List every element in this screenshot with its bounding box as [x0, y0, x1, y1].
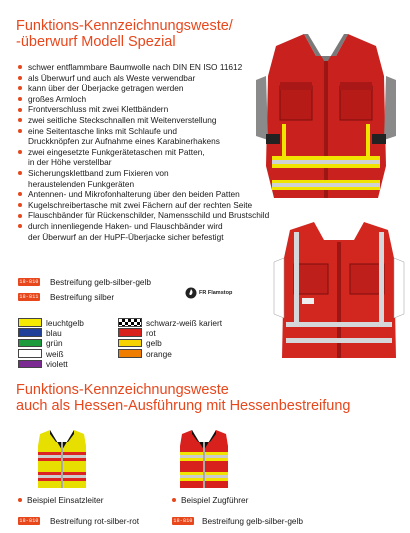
color-swatch-label: leuchtgelb [46, 317, 84, 328]
feature-list-item: durch innenliegende Haken- und Flauschbänder wird [18, 221, 273, 232]
color-swatch-label: gelb [146, 338, 162, 349]
section1-title-line2: -überwurf Modell Spezial [16, 34, 176, 50]
feature-list-item: Druckknöpfen zur Aufnahme eines Karabinerhakens [28, 136, 220, 147]
vest-example-zugfuehrer [172, 428, 236, 492]
article-code-badge: 18-810 [19, 279, 39, 285]
section1-title [16, 18, 256, 50]
section1-title-line1: Funktions-Kennzeichnungsweste/ [16, 18, 233, 34]
logo-text: FR Flamstop [199, 290, 233, 296]
color-swatch [18, 339, 42, 348]
vest-photo-top [246, 16, 406, 206]
stripe-option-yellow-silver: Bestreifung gelb-silber-gelb [50, 277, 152, 287]
color-swatch [118, 328, 142, 337]
color-swatch [18, 328, 42, 337]
color-swatch [18, 349, 42, 358]
feature-list-item: der Überwurf an der HuPF-Überjacke sicher befestigt [28, 231, 224, 242]
feature-list-item: als Überwurf und auch als Weste verwendbar [18, 73, 273, 84]
section2-title-line1: Funktions-Kennzeichnungsweste [16, 382, 229, 398]
color-swatch-label: grün [46, 338, 63, 349]
feature-list-item: Kugelschreibertasche mit zwei Fächern auf der rechten Seite [18, 200, 273, 211]
feature-list-item: kann über der Überjacke getragen werden [18, 83, 273, 94]
feature-list-item: zwei seitliche Steckschnallen mit Weitenverstellung [18, 115, 273, 126]
bullet-dot [18, 498, 22, 502]
example-label-einsatzleiter: Beispiel Einsatzleiter [27, 495, 104, 505]
vest-photo-flat [272, 218, 406, 368]
color-swatch [118, 349, 142, 358]
stripe-option-silver: Bestreifung silber [50, 292, 115, 302]
feature-list-item: Sicherungsklettband zum Fixieren von [18, 168, 273, 179]
feature-list-item: großes Armloch [18, 94, 273, 105]
article-code-badge: 18-810 [173, 518, 193, 524]
article-code-badge: 18-811 [19, 294, 39, 300]
section2-title-line2: auch als Hessen-Ausführung mit Hessenbestreifung [16, 398, 351, 414]
feature-list-item: eine Seitentasche links mit Schlaufe und [18, 126, 273, 137]
vest-example-einsatzleiter [30, 428, 94, 492]
color-swatch-label: weiß [46, 348, 64, 359]
feature-list-item: in der Höhe verstellbar [28, 157, 112, 168]
article-code-badge: 18-810 [19, 518, 39, 524]
feature-list-item: Antennen- und Mikrofonhalterung über den beiden Patten [18, 189, 273, 200]
feature-list-item: schwer entflammbare Baumwolle nach DIN EN ISO 11612 [18, 62, 273, 73]
color-swatch-label: schwarz-weiß kariert [146, 317, 223, 328]
bullet-dot [172, 498, 176, 502]
feature-list-item: Frontverschluss mit zwei Klettbändern [18, 104, 273, 115]
color-swatch-label: violett [46, 359, 68, 370]
color-swatch [18, 318, 42, 327]
feature-list-item: Flauschbänder für Rückenschilder, Namensschild und Brustschild [18, 210, 273, 221]
color-swatch-label: blau [46, 327, 62, 338]
color-swatch [18, 360, 42, 369]
stripe-red-silver-red: Bestreifung rot-silber-rot [50, 516, 139, 526]
color-swatch-label: orange [146, 348, 172, 359]
stripe-yellow-silver-yellow: Bestreifung gelb-silber-gelb [202, 516, 304, 526]
color-swatch [118, 318, 142, 327]
feature-list-item: zwei eingesetzte Funkgerätetaschen mit Patten, [18, 147, 273, 158]
flame-logo-icon [185, 287, 197, 299]
color-swatch-label: rot [146, 327, 156, 338]
section2-title [16, 382, 396, 414]
feature-list [18, 62, 273, 242]
example-label-zugfuehrer: Beispiel Zugführer [181, 495, 249, 505]
color-swatch [118, 339, 142, 348]
feature-list-item: heraustelenden Funkgeräten [28, 178, 135, 189]
